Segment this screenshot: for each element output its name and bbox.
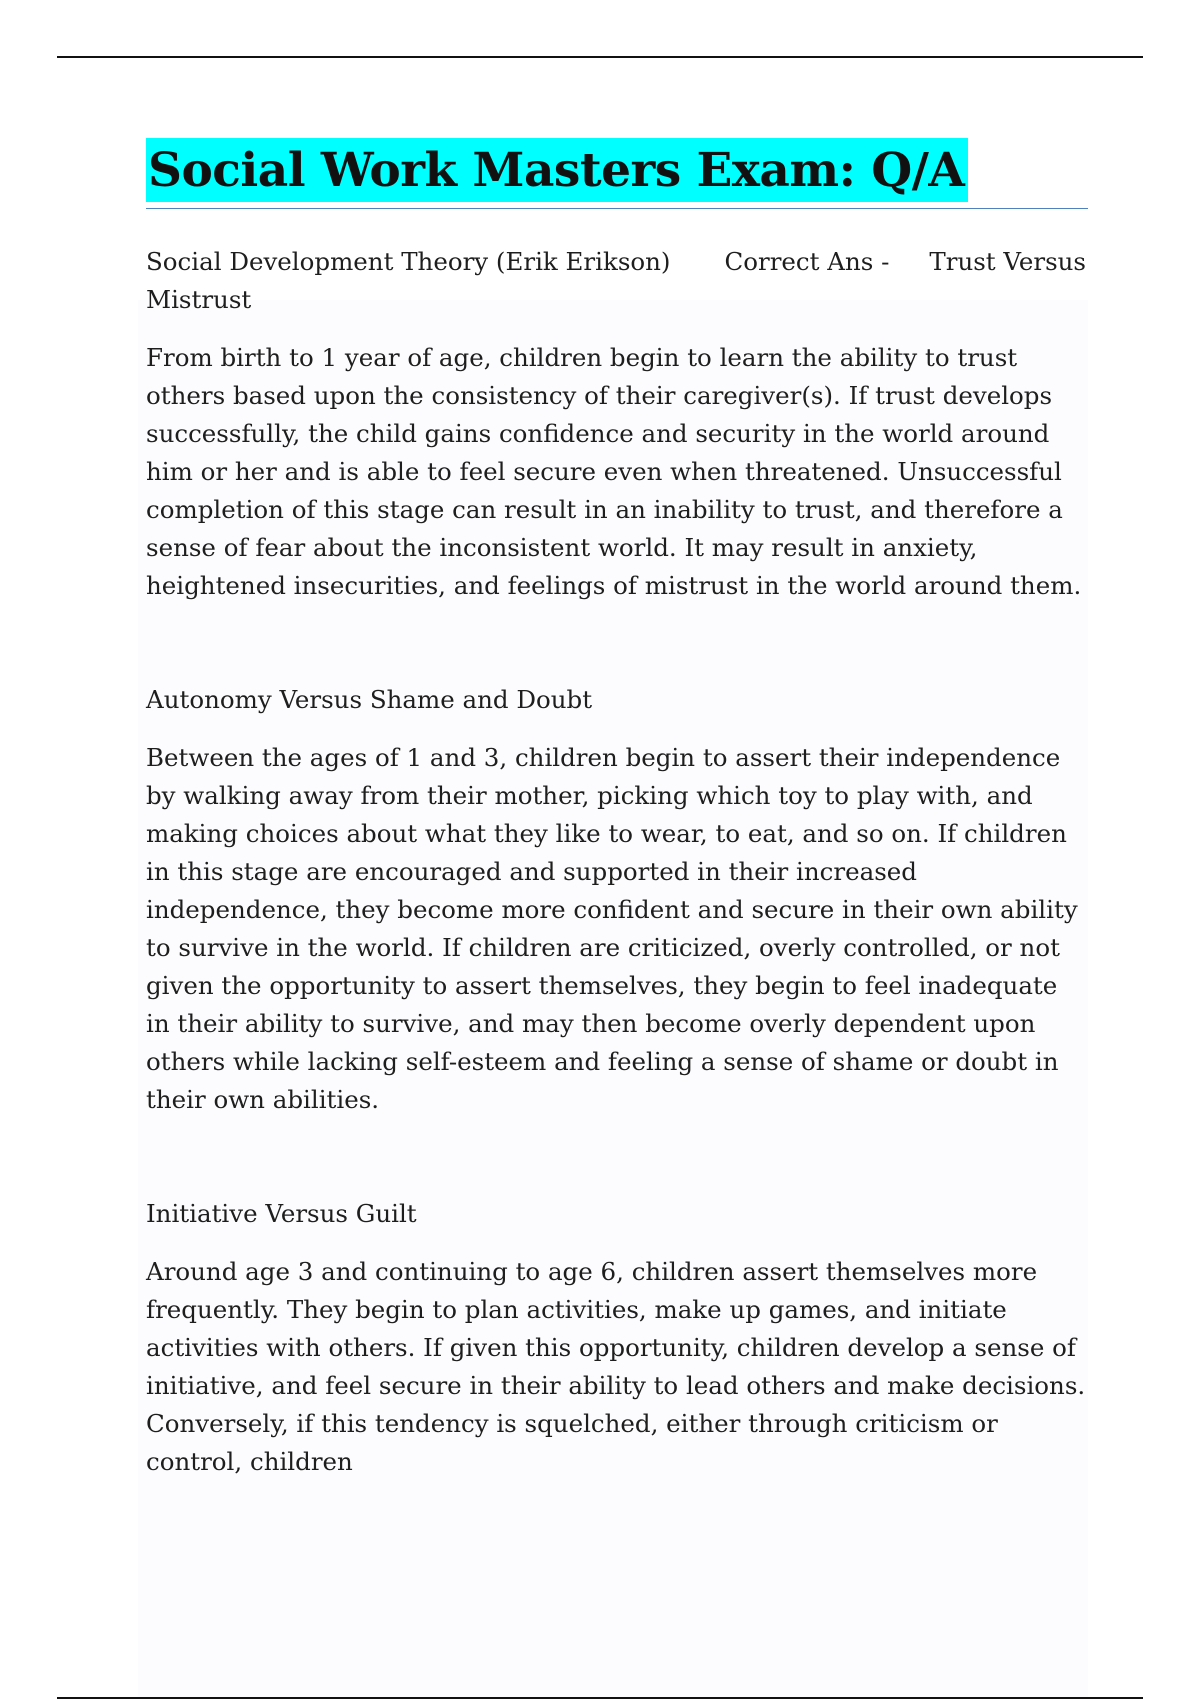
title-block xyxy=(146,138,1088,209)
qa-question-line xyxy=(146,243,1088,319)
footer-rule xyxy=(57,1697,1143,1699)
document-body xyxy=(146,138,1088,1481)
section-heading: Autonomy Versus Shame and Doubt xyxy=(146,685,593,714)
section-paragraph: Between the ages of 1 and 3, children begin to assert their independence by walking away from their mother, picking which toy to play with, and making choices about what they like to wear, to eat, and so on. If children in this stage are encouraged and supported in their increased independence, they become more confident and secure in their own ability to survive in the world. If children are criticized, overly controlled, or not given the opportunity to assert themselves, they begin to feel inadequate in their ability to survive, and may then become overly dependent upon others while lacking self-esteem and feeling a sense of shame or doubt in their own abilities. xyxy=(146,743,1078,1114)
section-paragraph: From birth to 1 year of age, children begin to learn the ability to trust others based upon the consistency of their caregiver(s). If trust develops successfully, the child gains confidence and security in the world around him or her and is able to feel secure even when threatened. Unsuccessful completion of this stage can result in an inability to trust, and therefore a sense of fear about the inconsistent world. It may result in anxiety, heightened insecurities, and feelings of mistrust in the world around them. xyxy=(146,343,1082,600)
document-title: Social Work Masters Exam: Q/A xyxy=(146,138,968,202)
question-text: Social Development Theory (Erik Erikson) xyxy=(146,247,671,276)
section-heading: Initiative Versus Guilt xyxy=(146,1199,417,1228)
answer-label: Correct Ans - xyxy=(724,247,890,276)
answer-text-continued: Mistrust xyxy=(146,285,252,314)
answer-text: Trust Versus xyxy=(929,247,1087,276)
section-paragraph: Around age 3 and continuing to age 6, children assert themselves more frequently. They begin to plan activities, make up games, and initiate activities with others. If given this opportunity, children develop a sense of initiative, and feel secure in their ability to lead others and make decisions. Conversely, if this tendency is squelched, either through criticism or control, children xyxy=(146,1257,1086,1476)
header-rule xyxy=(57,56,1143,58)
